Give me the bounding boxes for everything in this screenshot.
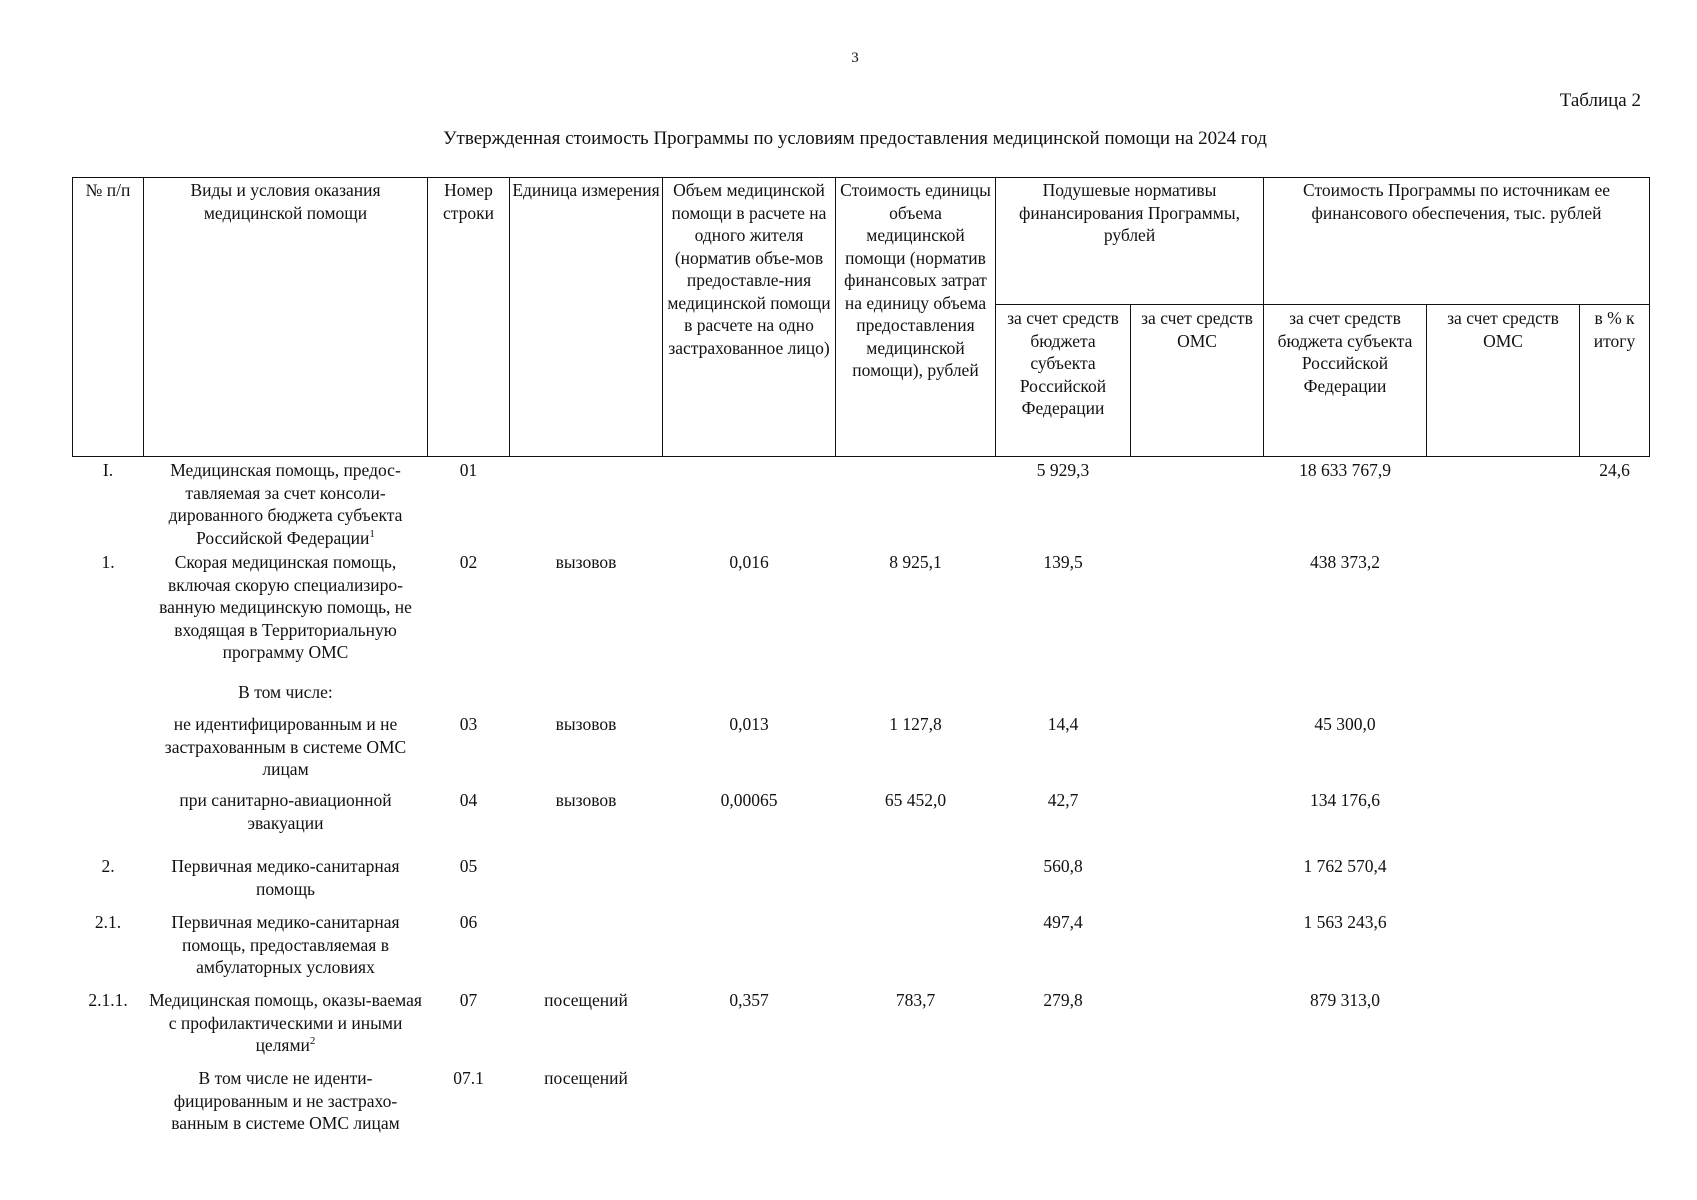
cell-total-oms: [1427, 549, 1580, 679]
cell-cost: 65 452,0: [884, 790, 947, 810]
table-row: [73, 987, 1650, 1065]
cell-name: [144, 787, 428, 853]
row-name-text: Медицинская помощь, предос-тавляемая за счет консоли-дированного бюджета субъекта Российской Федерации: [168, 460, 403, 548]
cell-percap-budget: [996, 1065, 1131, 1137]
cell-line: 05: [459, 856, 478, 876]
cell-percap-oms: [1131, 987, 1264, 1065]
cell-volume: [663, 909, 836, 987]
cell-name: [144, 909, 428, 987]
cell-volume: [663, 679, 836, 711]
cell-cost: 1 127,8: [889, 714, 942, 734]
cell-total-pct: [1580, 1065, 1650, 1137]
cell-total-budget: 879 313,0: [1310, 990, 1380, 1010]
cell-cost: [836, 1065, 996, 1137]
cell-total-budget: 45 300,0: [1314, 714, 1376, 734]
cell-line: [428, 679, 510, 711]
cell-total-oms: [1427, 787, 1580, 853]
cell-name: [144, 679, 428, 711]
cell-unit: [510, 457, 663, 550]
cell-percap-budget: 14,4: [1047, 714, 1079, 734]
cell-cost: [836, 853, 996, 909]
table-title: Утвержденная стоимость Программы по условиям предоставления медицинской помощи на 2024 год: [443, 128, 1267, 149]
header-kind: Виды и условия оказания медицинской помощи: [144, 178, 428, 457]
cell-name: [144, 987, 428, 1065]
cell-unit: вызовов: [555, 552, 617, 572]
header-percap-budget: за счет средств бюджета субъекта Российской Федерации: [996, 305, 1131, 457]
cell-percap-budget: 5 929,3: [1036, 460, 1090, 480]
cell-percap-budget: 42,7: [1047, 790, 1079, 810]
cell-num: 2.: [101, 856, 115, 876]
cell-volume: [663, 853, 836, 909]
cell-percap-oms: [1131, 909, 1264, 987]
row-name-text: Скорая медицинская помощь, включая скорую специализиро-ванную медицинскую помощь, не входящая в Территориальную программу ОМС: [159, 552, 412, 662]
table-row: [73, 679, 1650, 711]
cell-total-pct: [1580, 549, 1650, 679]
cell-total-pct: [1580, 987, 1650, 1065]
cell-total-budget: 134 176,6: [1310, 790, 1380, 810]
footnote-mark: 2: [309, 1035, 316, 1048]
cell-percap-oms: [1131, 711, 1264, 787]
cell-num: 2.1.: [94, 912, 122, 932]
header-total-pct: в % к итогу: [1580, 305, 1650, 457]
cell-total-budget: 1 762 570,4: [1303, 856, 1387, 876]
row-name-text: В том числе:: [238, 682, 333, 702]
cell-name: [144, 711, 428, 787]
cell-unit: [510, 853, 663, 909]
header-line: Номер строки: [428, 178, 510, 457]
cell-total-pct: 24,6: [1599, 460, 1630, 480]
table-row: [73, 457, 1650, 550]
header-unit: Единица измерения: [510, 178, 663, 457]
table-row: [73, 853, 1650, 909]
header-volume: Объем медицинской помощи в расчете на одного жителя (норматив объе-мов предоставле-ния медицинской помощи в расчете на одно застрахованное лицо): [663, 178, 836, 457]
cell-cost: [836, 679, 996, 711]
cell-num: 1.: [101, 552, 115, 572]
cell-line: 04: [459, 790, 478, 810]
table-row: [73, 787, 1650, 853]
cell-num: 2.1.1.: [88, 990, 128, 1010]
cell-total-pct: [1580, 679, 1650, 711]
cell-total-pct: [1580, 787, 1650, 853]
cell-volume: [663, 457, 836, 550]
cell-total-pct: [1580, 909, 1650, 987]
cell-total-oms: [1427, 987, 1580, 1065]
cell-percap-budget: 560,8: [1043, 856, 1083, 876]
row-name-text: Медицинская помощь, оказы-ваемая с профилактическими и иными целями: [149, 990, 422, 1055]
cell-num: [73, 711, 144, 787]
cell-line: 02: [459, 552, 478, 572]
cell-line: 03: [459, 714, 478, 734]
cell-total-budget: [1264, 679, 1427, 711]
cell-total-budget: 1 563 243,6: [1303, 912, 1387, 932]
cell-name: [144, 853, 428, 909]
cell-percap-oms: [1131, 787, 1264, 853]
table-row: [73, 1065, 1650, 1137]
cell-percap-budget: [996, 679, 1131, 711]
cell-volume: [663, 1065, 836, 1137]
cell-num: [73, 1065, 144, 1137]
page-number: 3: [851, 50, 859, 66]
cell-line: 07.1: [453, 1068, 484, 1088]
cell-total-oms: [1427, 457, 1580, 550]
cell-num: [73, 679, 144, 711]
header-total-budget: за счет средств бюджета субъекта Российской Федерации: [1264, 305, 1427, 457]
cell-volume: 0,357: [729, 990, 769, 1010]
cell-total-oms: [1427, 1065, 1580, 1137]
table-row: [73, 711, 1650, 787]
cell-cost: [836, 457, 996, 550]
cell-percap-budget: 497,4: [1043, 912, 1083, 932]
cell-volume: 0,013: [729, 714, 769, 734]
cell-unit: посещений: [544, 1068, 628, 1088]
cell-cost: 783,7: [895, 990, 936, 1010]
row-name-text: Первичная медико-санитарная помощь: [171, 856, 400, 899]
cell-line: 01: [459, 460, 478, 480]
cell-total-pct: [1580, 853, 1650, 909]
cell-total-oms: [1427, 853, 1580, 909]
cell-unit: вызовов: [555, 714, 617, 734]
cell-volume: 0,016: [729, 552, 769, 572]
cell-cost: 8 925,1: [889, 552, 942, 572]
cell-unit: [510, 679, 663, 711]
cell-num: [73, 787, 144, 853]
cell-cost: [836, 909, 996, 987]
cell-percap-oms: [1131, 457, 1264, 550]
cell-name: [144, 549, 428, 679]
table-row: [73, 549, 1650, 679]
footnote-mark: 1: [369, 527, 375, 540]
cell-line: 06: [459, 912, 478, 932]
cell-total-budget: 438 373,2: [1310, 552, 1380, 572]
row-name-text: при санитарно-авиационной эвакуации: [179, 790, 392, 833]
cell-unit: [510, 909, 663, 987]
cell-total-budget: [1264, 1065, 1427, 1137]
table-header: [73, 178, 1650, 457]
header-num: № п/п: [73, 178, 144, 457]
cell-total-oms: [1427, 909, 1580, 987]
cell-percap-budget: 279,8: [1043, 990, 1083, 1010]
cell-percap-oms: [1131, 549, 1264, 679]
cell-percap-oms: [1131, 853, 1264, 909]
cell-line: 07: [459, 990, 478, 1010]
header-total-oms: за счет средств ОМС: [1427, 305, 1580, 457]
cell-percap-oms: [1131, 679, 1264, 711]
table-row: [73, 909, 1650, 987]
header-percap: Подушевые нормативы финансирования Программы, рублей: [996, 178, 1264, 305]
row-name-text: не идентифицированным и не застрахованным в системе ОМС лицам: [164, 714, 407, 779]
cell-total-oms: [1427, 679, 1580, 711]
cell-total-pct: [1580, 711, 1650, 787]
cell-total-oms: [1427, 711, 1580, 787]
cell-name: [144, 1065, 428, 1137]
cell-name: [144, 457, 428, 550]
cell-num: I.: [102, 460, 114, 480]
cell-unit: вызовов: [555, 790, 617, 810]
header-total: Стоимость Программы по источникам ее финансового обеспечения, тыс. рублей: [1264, 178, 1650, 305]
header-cost: Стоимость единицы объема медицинской помощи (норматив финансовых затрат на единицу объема предоставления медицинской помощи), рублей: [836, 178, 996, 457]
row-name-text: Первичная медико-санитарная помощь, предоставляемая в амбулаторных условиях: [171, 912, 400, 977]
cell-percap-oms: [1131, 1065, 1264, 1137]
cell-total-budget: 18 633 767,9: [1299, 460, 1391, 480]
cell-volume: 0,00065: [720, 790, 778, 810]
table-label: Таблица 2: [1559, 90, 1641, 111]
cell-percap-budget: 139,5: [1043, 552, 1083, 572]
header-percap-oms: за счет средств ОМС: [1131, 305, 1264, 457]
row-name-text: В том числе не иденти-фицированным и не застрахо-ванным в системе ОМС лицам: [171, 1068, 400, 1133]
cell-unit: посещений: [544, 990, 628, 1010]
table-body: [73, 457, 1650, 1138]
cost-table: [72, 177, 1650, 1137]
